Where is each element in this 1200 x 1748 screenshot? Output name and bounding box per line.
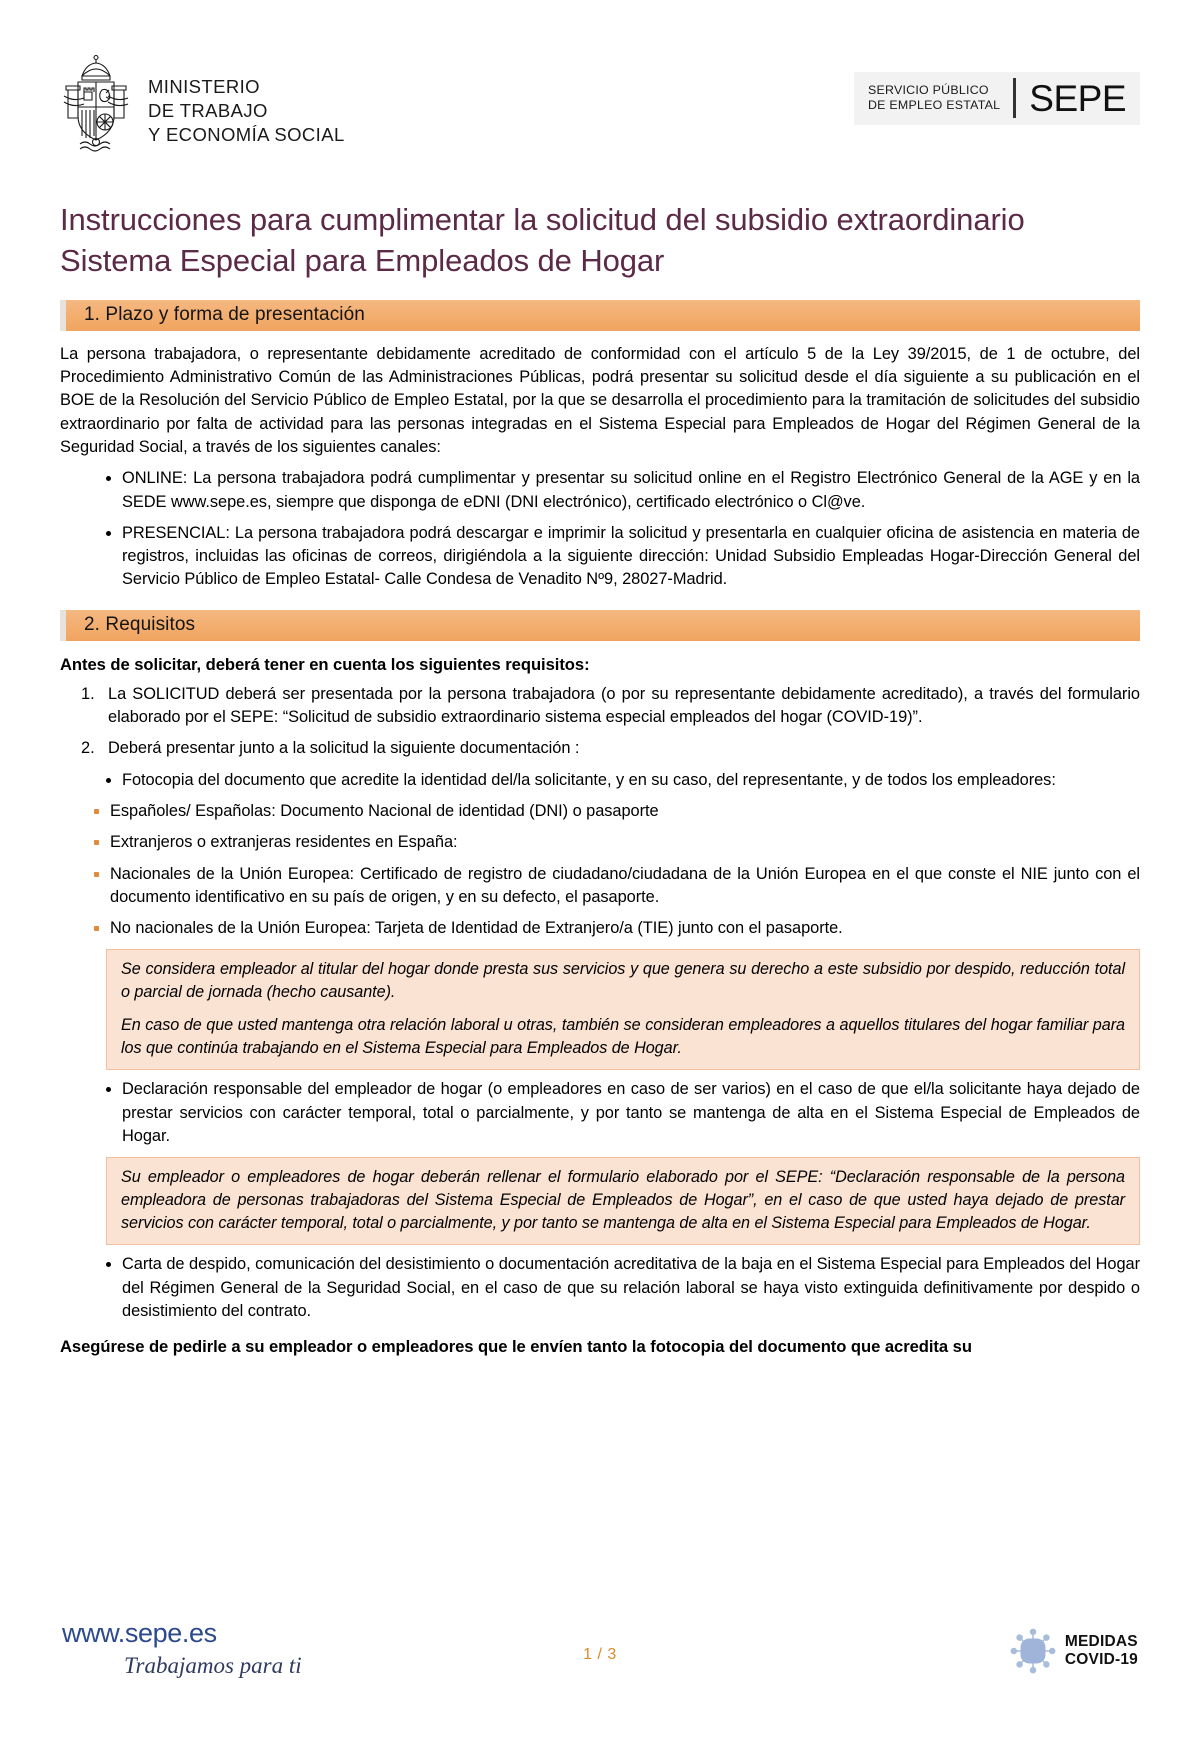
section-1-content xyxy=(60,343,1140,592)
section-header-2 xyxy=(60,610,1140,641)
sepe-slogan: Trabajamos para ti xyxy=(124,1653,302,1678)
covid-line-1: MEDIDAS xyxy=(1064,1632,1138,1650)
closing-bold-text: Asegúrese de pedirle a su empleador o empleadores que le envíen tanto la fotocopia del documento que acredita su xyxy=(60,1337,972,1357)
section-1-intro: La persona trabajadora, o representante debidamente acreditado de conformidad con el artículo 5 de la Ley 39/2015, de 1 de octubre, del Procedimiento Administrativo Común de las Administraciones Públicas, podrá presentar su solicitud desde el día siguiente a su publicación en el BOE de la Resolución del Servicio Público de Empleo Estatal, por la que se desarrolla el procedimiento para la tramitación de solicitudes del subsidio extraordinario por falta de actividad para las personas integradas en el Sistema Especial para Empleados de Hogar del Régimen General de la Seguridad Social, a través de los siguientes canales: xyxy=(60,344,1140,456)
ministry-line-1: MINISTERIO xyxy=(148,75,260,97)
requisitos-list xyxy=(60,683,1140,761)
list-item: ONLINE: La persona trabajadora podrá cumplimentar y presentar su solicitud online en el Registro Electrónico General de la AGE y en la SEDE www.sepe.es, siempre que disponga de eDNI (DNI electrónico), certificado electrónico o Cl@ve. xyxy=(106,467,1140,514)
covid-line-2: COVID-19 xyxy=(1064,1651,1138,1668)
channel-list xyxy=(60,467,1140,591)
coat-of-arms-icon xyxy=(60,52,132,156)
section-header-1-label: 1. Plazo y forma de presentación xyxy=(84,304,365,326)
list-item: Deberá presentar junto a la solicitud la siguiente documentación : xyxy=(108,739,580,758)
list-item: Españoles/ Españolas: Documento Nacional de identidad (DNI) o pasaporte xyxy=(94,800,1140,823)
sepe-website-link[interactable]: www.sepe.es xyxy=(62,1618,217,1648)
page-number: 1 / 3 xyxy=(583,1646,617,1663)
list-item: Declaración responsable del empleador de hogar (o empleadores en caso de ser varios) en el caso de que el/la solicitante haya dejado de prestar servicios con carácter temporal, total o parcialmente, y por tanto se mantenga de alta en el Sistema Especial de Empleados de Hogar. xyxy=(106,1078,1140,1148)
documentation-list-3 xyxy=(60,1253,1140,1323)
list-item: Fotocopia del documento que acredite la identidad del/la solicitante, y en su caso, del representante, y de todos los empleadores: xyxy=(106,769,1140,792)
section-header-2-label: 2. Requisitos xyxy=(84,614,196,636)
sepe-logo xyxy=(854,72,1140,125)
note-box-declaracion-responsable xyxy=(106,1157,1140,1245)
documentation-list xyxy=(60,769,1140,792)
covid-measures-label xyxy=(1065,1633,1138,1670)
ministry-name xyxy=(148,61,345,147)
ministry-line-3: Y ECONOMÍA SOCIAL xyxy=(148,124,345,146)
documentation-list-2 xyxy=(60,1078,1140,1148)
list-item: La SOLICITUD deberá ser presentada por la persona trabajadora (o por su representante debidamente acreditado), a través del formulario elaborado por el SEPE: “Solicitud de subsidio extraordinario sistema especial empleados del hogar (COVID-19)”. xyxy=(108,684,1140,727)
document-header xyxy=(60,52,1140,172)
note-paragraph: En caso de que usted mantenga otra relación laboral u otras, también se consideran empleadores a aquellos titulares del hogar familiar para los que continúa trabajando en el Sistema Especial para Empleados de Hogar. xyxy=(121,1016,1125,1058)
list-item: No nacionales de la Unión Europea: Tarjeta de Identidad de Extranjero/a (TIE) junto con el pasaporte. xyxy=(94,917,1140,940)
note-paragraph: Su empleador o empleadores de hogar deberán rellenar el formulario elaborado por el SEPE: “Declaración responsable de la persona empleadora de personas trabajadoras del Sistema Especial de Empleados de Hogar”, en el caso de que usted haya dejado de prestar servicios con carácter temporal, total o parcialmente, y por tanto se mantenga de alta en el Sistema Especial para Empleados de Hogar. xyxy=(121,1168,1125,1233)
section-2-content xyxy=(60,655,1140,1357)
document-footer xyxy=(0,1620,1200,1730)
ministry-line-2: DE TRABAJO xyxy=(148,99,268,121)
sepe-subtitle-line-1: SERVICIO PÚBLICO xyxy=(867,82,989,97)
list-item: Extranjeros o extranjeras residentes en España: xyxy=(94,831,1140,854)
page-title: Instrucciones para cumplimentar la solicitud del subsidio extraordinario Sistema Especial para Empleados de Hogar xyxy=(60,202,1025,278)
requisitos-lead: Antes de solicitar, deberá tener en cuenta los siguientes requisitos: xyxy=(60,654,590,674)
sepe-subtitle xyxy=(868,83,1013,113)
sepe-subtitle-line-2: DE EMPLEO ESTATAL xyxy=(867,98,1001,112)
ministry-logo-block xyxy=(60,52,345,156)
list-item: Nacionales de la Unión Europea: Certificado de registro de ciudadano/ciudadana de la Unión Europea en el que conste el NIE junto con el documento identificativo en su país de origen, y en su defecto, el pasaporte. xyxy=(94,863,1140,910)
sepe-divider xyxy=(1013,78,1016,118)
sepe-wordmark: SEPE xyxy=(1029,77,1126,119)
note-box-employer-definition xyxy=(106,949,1140,1070)
note-paragraph: Se considera empleador al titular del hogar donde presta sus servicios y que genera su derecho a este subsidio por despido, reducción total o parcial de jornada (hecho causante). xyxy=(121,960,1125,1002)
list-item: PRESENCIAL: La persona trabajadora podrá descargar e imprimir la solicitud y presentarla en cualquier oficina de asistencia en materia de registros, incluidas las oficinas de correos, dirigiéndola a la siguiente dirección: Unidad Subsidio Empleadas Hogar-Dirección General del Servicio Público de Empleo Estatal- Calle Condesa de Venadito Nº9, 28027-Madrid. xyxy=(106,522,1140,592)
virus-icon xyxy=(1010,1628,1056,1674)
document-page xyxy=(0,52,1200,1748)
identity-document-sublist xyxy=(60,800,1140,940)
list-item: Carta de despido, comunicación del desistimiento o documentación acreditativa de la baja en el Sistema Especial para Empleados del Hogar del Régimen General de la Seguridad Social, en el caso de que su relación laboral se haya visto extinguida definitivamente por despido o desistimiento del contrato. xyxy=(106,1253,1140,1323)
section-header-1 xyxy=(60,300,1140,331)
covid-measures-badge xyxy=(1010,1628,1138,1674)
